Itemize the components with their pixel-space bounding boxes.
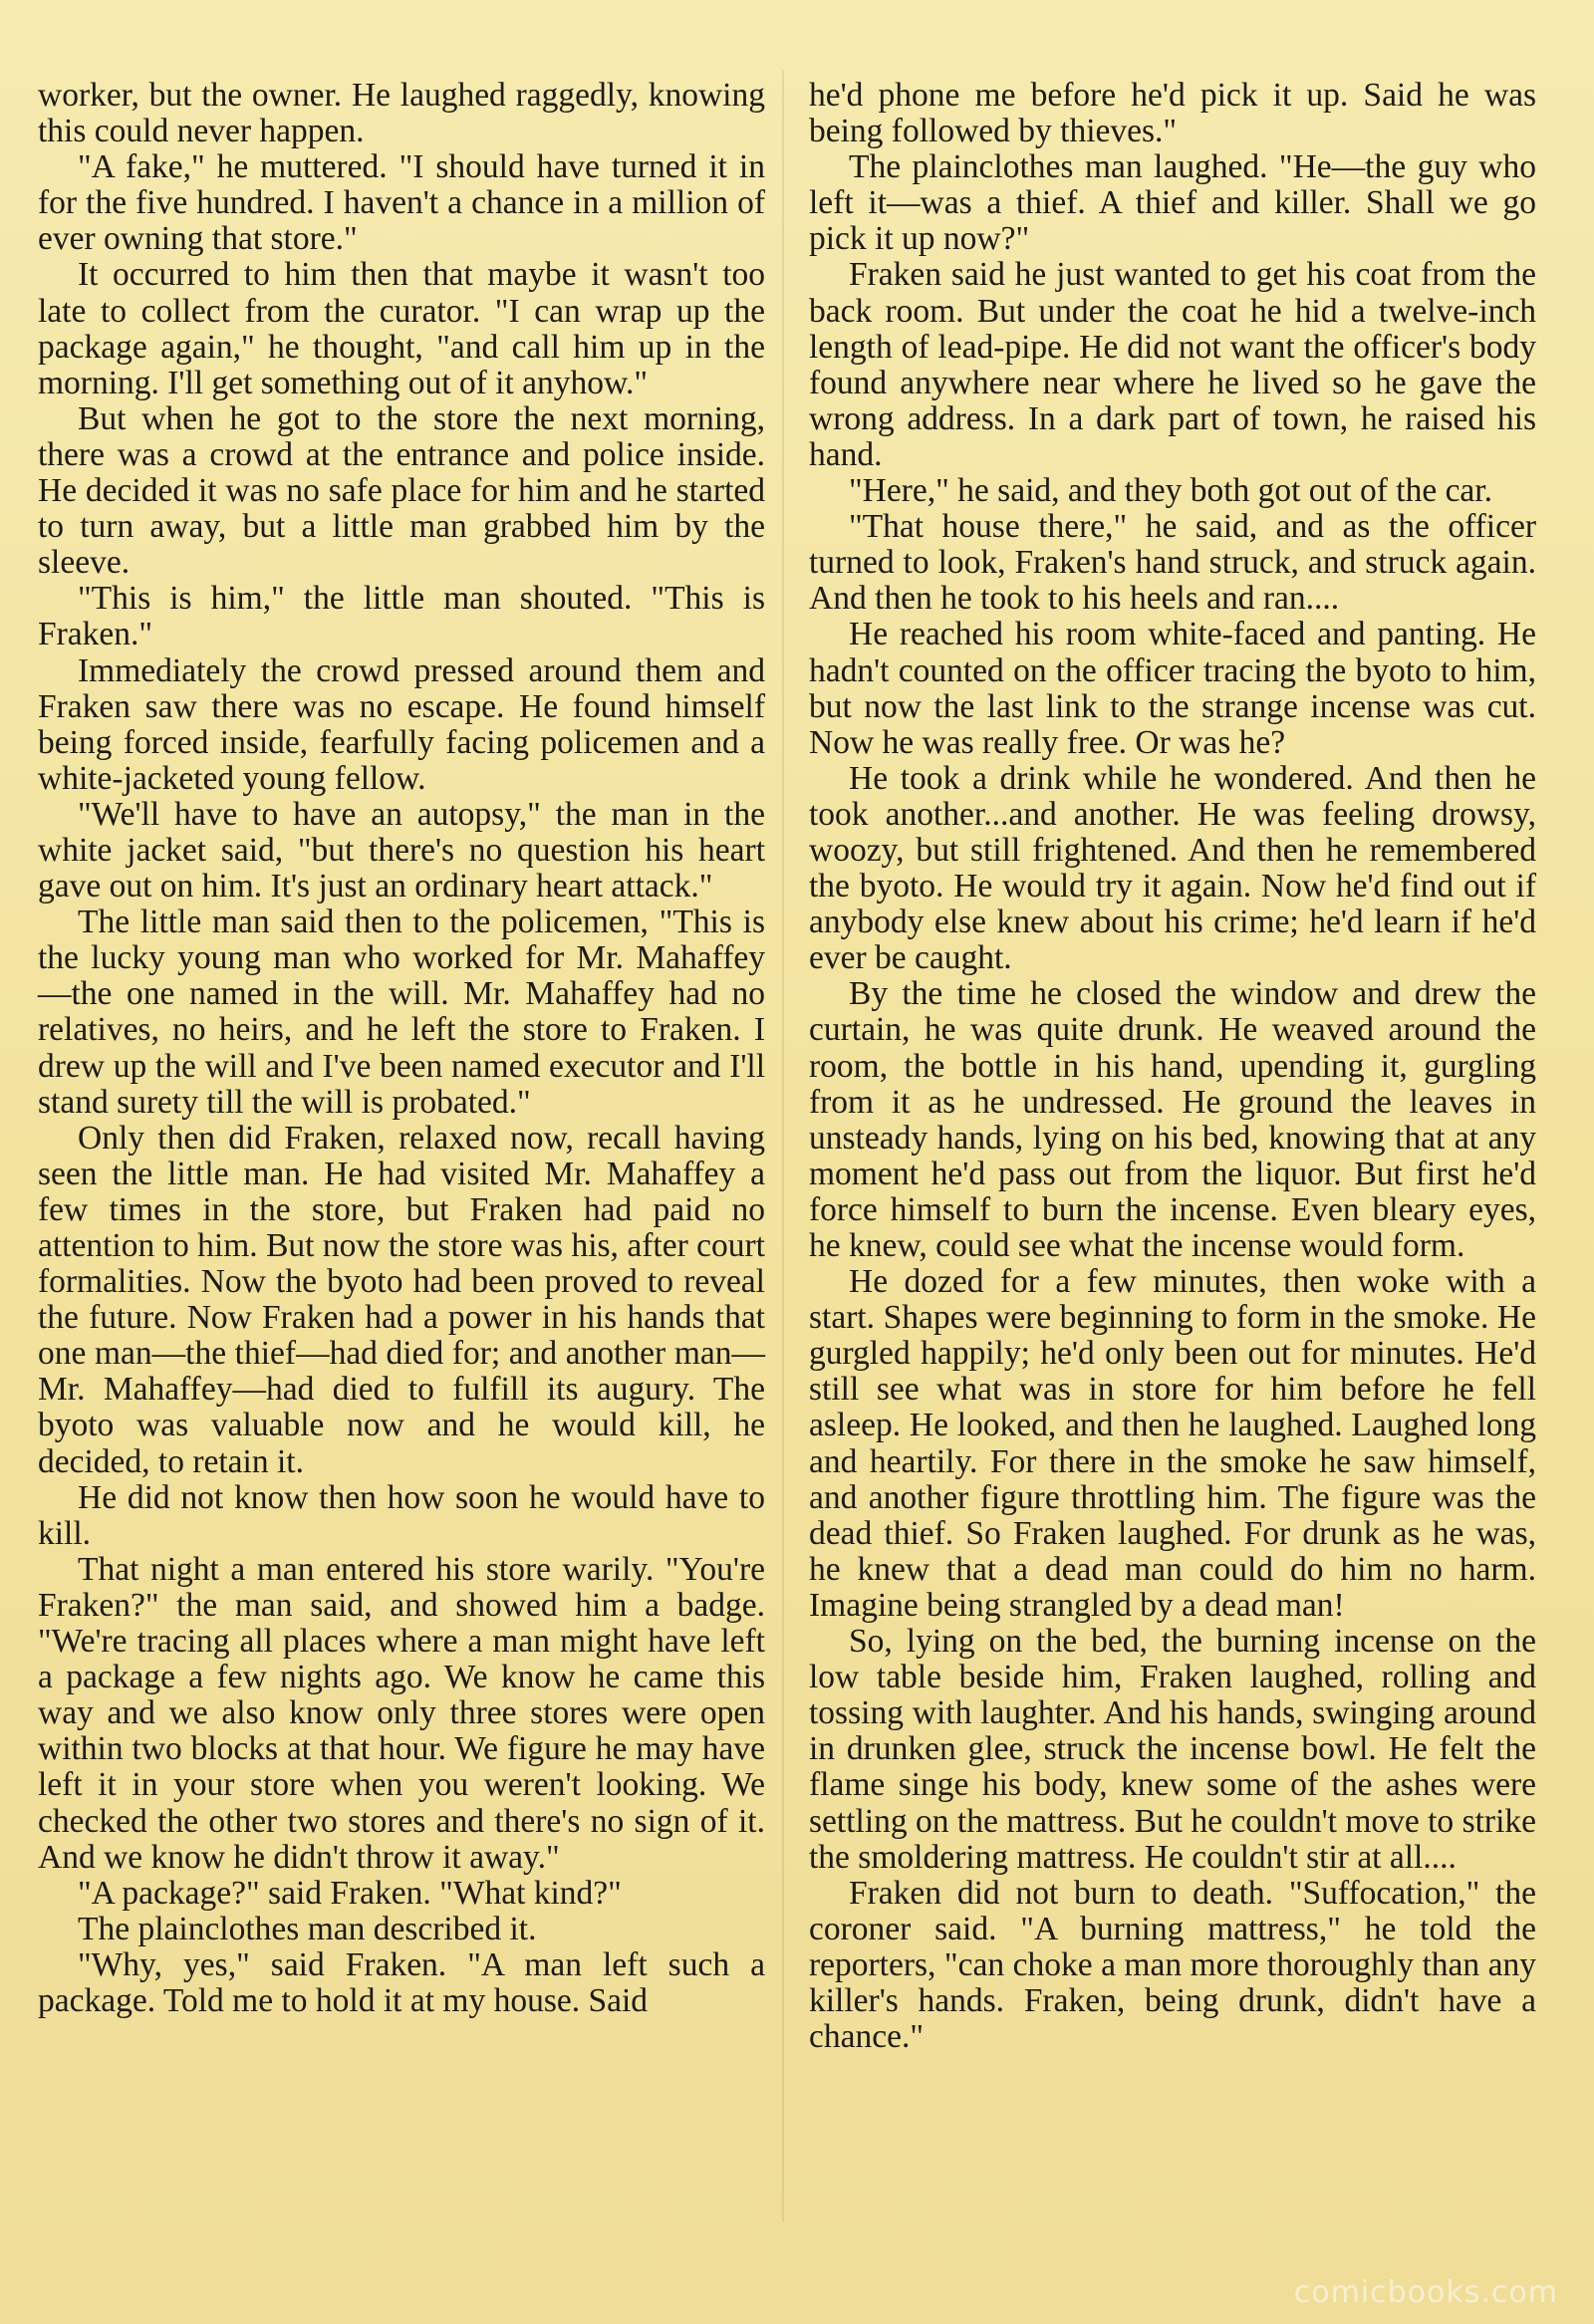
paragraph: worker, but the owner. He laughed raggedly, knowing this could never happen. [38, 77, 765, 150]
paragraph: But when he got to the store the next morning, there was a crowd at the entrance and police inside. He decided it was no safe place for him and he started to turn away, but a little man grabbed him by the sleeve. [38, 399, 765, 582]
paragraph: The little man said then to the policemen, "This is the lucky young man who worked for Mr. Mahaffey—the one named in the will. Mr. Mahaffey had no relatives, no heirs, and he left the store to Fraken. I drew up the will and I've been named executor and I'll stand surety till the will is probated." [38, 904, 765, 1121]
column-gutter [782, 70, 784, 2221]
paragraph: "A package?" said Fraken. "What kind?" [78, 1874, 622, 1912]
paragraph: "Here," he said, and they both got out of the car. [849, 472, 1492, 510]
paragraph: It occurred to him then that maybe it wasn't too late to collect from the curator. "I can wrap up the package again," he thought, "and call him up in the morning. I'll get something out of it anyhow." [38, 256, 765, 401]
paragraph: "This is him," the little man shouted. "This is Fraken." [38, 580, 765, 653]
paragraph: That night a man entered his store warily. "You're Fraken?" the man said, and showed him a badge. "We're tracing all places where a man might have left a package a few nights ago. We know he came this way and we also know only three stores were open within two blocks at that hour. We figure he may have left it in your store when you weren't looking. We checked the other two stores and there's no sign of it. And we know he didn't throw it away." [38, 1550, 765, 1876]
site-watermark: comicbooks.com [1293, 2275, 1558, 2310]
paragraph: So, lying on the bed, the burning incense on the low table beside him, Fraken laughed, rolling and tossing with laughter. And his hands, swinging around in drunken glee, struck the incense bowl. He felt the flame singe his body, knew some of the ashes were settling on the mattress. But he couldn't move to strike the smoldering mattress. He couldn't stir at all.... [809, 1623, 1536, 1876]
right-text-column [809, 78, 1536, 2055]
paragraph: The plainclothes man laughed. "He—the guy who left it—was a thief. A thief and killer. Shall we go pick it up now?" [809, 148, 1536, 258]
paragraph: Immediately the crowd pressed around them and Fraken saw there was no escape. He found himself being forced inside, fearfully facing policemen and a white-jacketed young fellow. [38, 651, 765, 797]
paragraph: He did not know then how soon he would have to kill. [38, 1478, 765, 1552]
paragraph: He dozed for a few minutes, then woke with a start. Shapes were beginning to form in the smoke. He gurgled happily; he'd only been out for minutes. He'd still see what was in store for him before he fell asleep. He looked, and then he laughed. Laughed long and heartily. For there in the smoke he saw himself, and another figure throttling him. The figure was the dead thief. So Fraken laughed. For drunk as he was, he knew that a dead man could do him no harm. Imagine being strangled by a dead man! [809, 1263, 1536, 1624]
paragraph: "A fake," he muttered. "I should have turned it in for the five hundred. I haven't a chance in a million of ever owning that store." [38, 148, 765, 258]
paragraph: By the time he closed the window and drew the curtain, he was quite drunk. He weaved around the room, the bottle in his hand, upending it, gurgling from it as he undressed. He ground the leaves in unsteady hands, lying on his bed, knowing that at any moment he'd pass out from the liquor. But first he'd force himself to burn the incense. Even bleary eyes, he knew, could see what the incense would form. [809, 975, 1536, 1264]
paragraph: He took a drink while he wondered. And then he took another...and another. He was feeling drowsy, woozy, but still frightened. And then he remembered the byoto. He would try it again. Now he'd find out if anybody else knew about his crime; he'd learn if he'd ever be caught. [809, 759, 1536, 977]
paragraph: Fraken said he just wanted to get his coat from the back room. But under the coat he hid a twelve-inch length of lead-pipe. He did not want the officer's body found anywhere near where he lived so he gave the wrong address. In a dark part of town, he raised his hand. [809, 256, 1536, 473]
paragraph: he'd phone me before he'd pick it up. Said he was being followed by thieves." [809, 77, 1536, 150]
paragraph: Only then did Fraken, relaxed now, recall having seen the little man. He had visited Mr. Mahaffey a few times in the store, but Fraken had paid no attention to him. But now the store was his, after court formalities. Now the byoto had been proved to reveal the future. Now Fraken had a power in his hands that one man—the thief—had died for; and another man—Mr. Mahaffey—had died to fulfill its augury. The byoto was valuable now and he would kill, he decided, to retain it. [38, 1119, 765, 1480]
paragraph: He reached his room white-faced and panting. He hadn't counted on the officer tracing the byoto to him, but now the last link to the strange incense was cut. Now he was really free. Or was he? [809, 616, 1536, 761]
paragraph: The plainclothes man described it. [78, 1910, 537, 1947]
paragraph: "Why, yes," said Fraken. "A man left such a package. Told me to hold it at my house. Said [38, 1945, 765, 2019]
paragraph: "That house there," he said, and as the officer turned to look, Fraken's hand struck, and struck again. And then he took to his heels and ran.... [809, 508, 1536, 618]
paragraph: "We'll have to have an autopsy," the man in the white jacket said, "but there's no question his heart gave out on him. It's just an ordinary heart attack." [38, 795, 765, 905]
paragraph: Fraken did not burn to death. "Suffocation," the coroner said. "A burning mattress," he told the reporters, "can choke a man more thoroughly than any killer's hands. Fraken, being drunk, didn't have a chance." [809, 1874, 1536, 2056]
left-text-column [38, 78, 765, 2019]
